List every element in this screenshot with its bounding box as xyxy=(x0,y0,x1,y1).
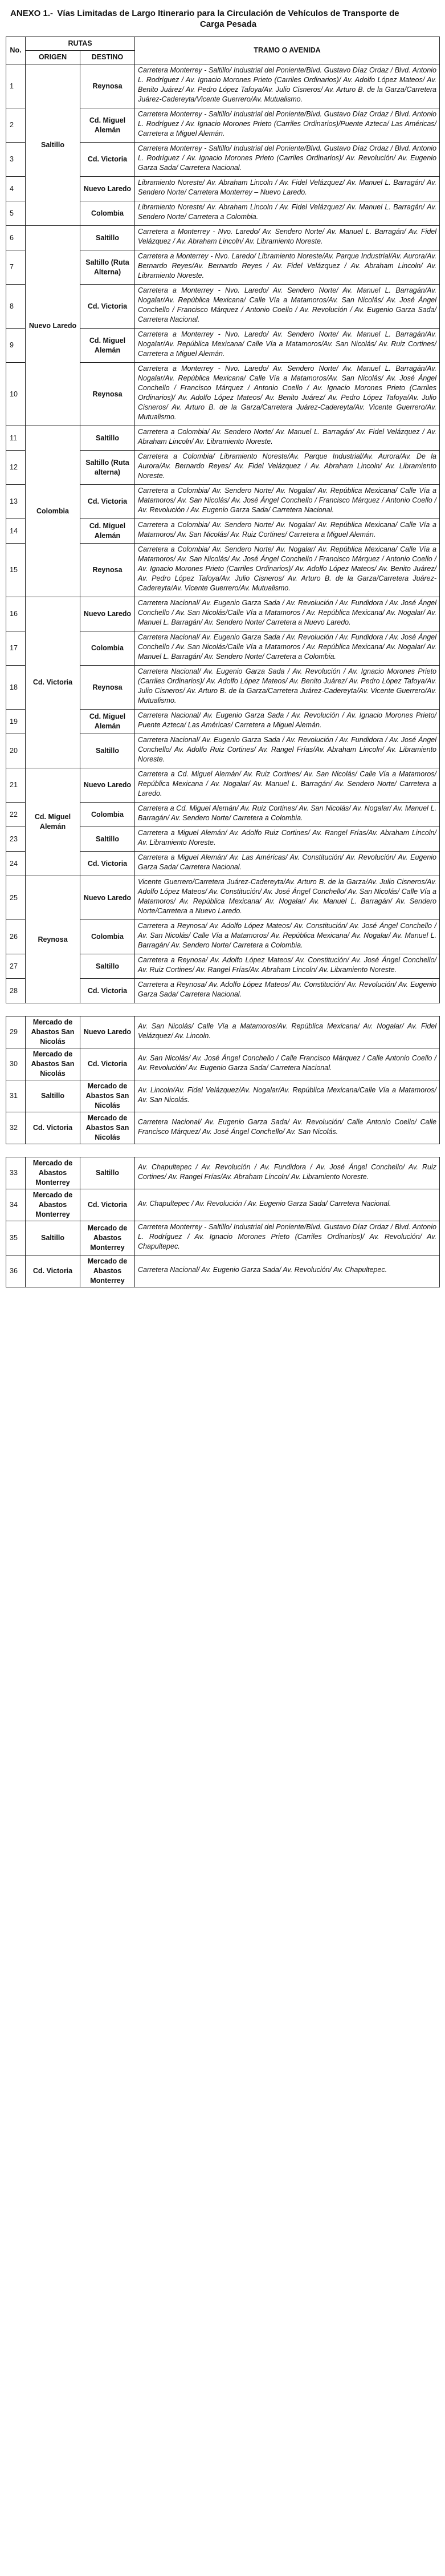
route-origin: Colombia xyxy=(26,426,80,597)
route-destination: Reynosa xyxy=(80,666,135,710)
route-number: 14 xyxy=(6,519,26,544)
route-description: Carretera a Colombia/ Libramiento Noreste/Av. Parque Industrial/Av. Aurora/Av. De la Aurora/Av. Bernardo Reyes/ Av. Fidel Velázquez / Av. Abraham Lincoln/ Av. Libramiento Noreste. xyxy=(135,451,440,485)
route-description: Carretera Nacional/ Av. Eugenio Garza Sada/ Av. Revolución/ Calle Antonio Coello/ Calle Francisco Márquez/ Av. José Ángel Conchello/ Av. San Nicolás. xyxy=(135,1112,440,1144)
route-number: 29 xyxy=(6,1016,26,1048)
route-number: 31 xyxy=(6,1080,26,1112)
table-row xyxy=(6,1157,440,1189)
table-row xyxy=(6,426,440,451)
table-row xyxy=(6,64,440,108)
route-description: Carretera a Cd. Miguel Alemán/ Av. Ruiz Cortines/ Av. San Nicolás/ Av. Nogalar/ Av. Manuel L. Barragán/ Av. Sendero Norte/ Carretera a Colombia. xyxy=(135,803,440,827)
route-description: Carretera a Monterrey - Nvo. Laredo/ Av. Sendero Norte/ Av. Manuel L. Barragán/ Av. Fidel Velázquez / Av. Abraham Lincoln/ Av. Libramiento Noreste. xyxy=(135,226,440,250)
route-number: 8 xyxy=(6,285,26,329)
route-number: 10 xyxy=(6,363,26,426)
header-destino: DESTINO xyxy=(80,51,135,64)
route-origin: Mercado de Abastos Monterrey xyxy=(26,1189,80,1221)
route-number: 2 xyxy=(6,108,26,143)
route-destination: Nuevo Laredo xyxy=(80,1016,135,1048)
table-row xyxy=(6,1048,440,1080)
route-destination: Cd. Victoria xyxy=(80,852,135,876)
header-no: No. xyxy=(6,37,26,64)
table-row xyxy=(6,226,440,250)
route-destination: Nuevo Laredo xyxy=(80,768,135,803)
route-destination: Cd. Miguel Alemán xyxy=(80,329,135,363)
route-number: 24 xyxy=(6,852,26,876)
route-number: 18 xyxy=(6,666,26,710)
route-description: Carretera Monterrey - Saltillo/ Industrial del Poniente/Blvd. Gustavo Díaz Ordaz / Blvd. Antonio L. Rodríguez / Av. Ignacio Morones Prieto (Carriles Ordinarios)/Puente Azteca/ Las Américas/ Carretera a Miguel Alemán. xyxy=(135,108,440,143)
route-description: Carretera a Colombia/ Av. Sendero Norte/ Av. Nogalar/ Av. República Mexicana/ Calle Vía a Matamoros/ Av. San Nicolás/ Av. Ruiz Cortines/ Carretera a Miguel Alemán. xyxy=(135,519,440,544)
route-description: Av. Lincoln/Av. Fidel Velázquez/Av. Nogalar/Av. República Mexicana/Calle Vía a Matamoros/ Av. San Nicolás. xyxy=(135,1080,440,1112)
route-number: 6 xyxy=(6,226,26,250)
route-description: Carretera a Miguel Alemán/ Av. Adolfo Ruiz Cortines/ Av. Rangel Frías/Av. Abraham Lincoln/ Av. Libramiento Noreste. xyxy=(135,827,440,852)
route-number: 12 xyxy=(6,451,26,485)
route-description: Libramiento Noreste/ Av. Abraham Lincoln / Av. Fidel Velázquez/ Av. Manuel L. Barragán/ Av. Sendero Norte/ Carretera a Colombia. xyxy=(135,201,440,226)
route-destination: Cd. Miguel Alemán xyxy=(80,108,135,143)
route-destination: Nuevo Laredo xyxy=(80,177,135,201)
route-destination: Nuevo Laredo xyxy=(80,876,135,920)
route-destination: Mercado de Abastos San Nicolás xyxy=(80,1080,135,1112)
table-row xyxy=(6,1080,440,1112)
route-number: 32 xyxy=(6,1112,26,1144)
route-description: Carretera a Colombia/ Av. Sendero Norte/ Av. Nogalar/ Av. República Mexicana/ Calle Vía a Matamoros/ Av. San Nicolás/ Av. José Ángel Conchello / Francisco Márquez / Antonio Coello / Av. Revolución / Av. Eugenio Garza Sada/ Carretera Nacional. xyxy=(135,485,440,519)
route-destination: Saltillo (Ruta Alterna) xyxy=(80,250,135,285)
route-destination: Saltillo xyxy=(80,827,135,852)
route-number: 16 xyxy=(6,597,26,631)
route-description: Carretera a Monterrey - Nvo. Laredo/ Libramiento Noreste/Av. Parque Industrial/Av. Aurora/Av. Bernardo Reyes/Av. Bernardo Reyes / Av. Fidel Velázquez / Av. Abraham Lincoln/ Av. Libramiento Noreste. xyxy=(135,250,440,285)
route-destination: Colombia xyxy=(80,631,135,666)
route-destination: Colombia xyxy=(80,201,135,226)
route-number: 19 xyxy=(6,710,26,734)
route-number: 5 xyxy=(6,201,26,226)
routes-table xyxy=(6,37,440,1003)
route-destination: Saltillo xyxy=(80,954,135,979)
annex-title: Vías Limitadas de Largo Itinerario para la Circulación de Vehículos de Transporte de Carga Pesada xyxy=(57,9,399,29)
table-row xyxy=(6,1112,440,1144)
route-number: 34 xyxy=(6,1189,26,1221)
route-description: Av. San Nicolás/ Av. José Ángel Conchello / Calle Francisco Márquez / Calle Antonio Coello / Av. Revolución/ Av. Eugenio Garza Sada/ Carretera Nacional. xyxy=(135,1048,440,1080)
route-origin: Saltillo xyxy=(26,1080,80,1112)
route-destination: Saltillo xyxy=(80,734,135,768)
route-origin: Mercado de Abastos San Nicolás xyxy=(26,1016,80,1048)
table-row xyxy=(6,876,440,920)
route-origin: Cd. Victoria xyxy=(26,597,80,768)
annex-label: ANEXO 1.- xyxy=(10,9,54,18)
table-row xyxy=(6,768,440,803)
route-destination: Reynosa xyxy=(80,363,135,426)
route-origin: Cd. Victoria xyxy=(26,1112,80,1144)
route-description: Carretera Monterrey - Saltillo/ Industrial del Poniente/Blvd. Gustavo Díaz Ordaz / Blvd. Antonio L. Rodríguez / Av. Ignacio Morones Prieto (Carriles Ordinarios)/ Av. Adolfo López Mateos/ Av. Benito Juárez/ Av. Pedro López Tafoya/Av. Julio Cisneros/ Av. Arturo B. de la Garza/Carretera Juárez-Cadereyta/Vicente Guerrero/Av. Mutualismo. xyxy=(135,64,440,108)
route-description: Carretera a Monterrey - Nvo. Laredo/ Av. Sendero Norte/ Av. Manuel L. Barragán/Av. Nogalar/Av. República Mexicana/ Calle Vía a Matamoros/Av. San Nicolás/ Av. Ruiz Cortines/ Carretera a Miguel Alemán. xyxy=(135,329,440,363)
route-number: 22 xyxy=(6,803,26,827)
route-number: 20 xyxy=(6,734,26,768)
route-origin: Cd. Miguel Alemán xyxy=(26,768,80,876)
header-row xyxy=(6,37,440,51)
route-destination: Cd. Victoria xyxy=(80,979,135,1003)
route-number: 7 xyxy=(6,250,26,285)
route-destination: Mercado de Abastos Monterrey xyxy=(80,1255,135,1287)
document-title xyxy=(10,8,435,30)
route-destination: Reynosa xyxy=(80,544,135,597)
route-destination: Saltillo xyxy=(80,226,135,250)
route-number: 28 xyxy=(6,979,26,1003)
route-origin: Nuevo Laredo xyxy=(26,226,80,426)
route-description: Av. Chapultepec / Av. Revolución / Av. Fundidora / Av. José Ángel Conchello/ Av. Ruiz Cortines/ Av. Rangel Frías/Av. Abraham Lincoln/ Av. Libramiento Noreste. xyxy=(135,1157,440,1189)
route-number: 1 xyxy=(6,64,26,108)
route-number: 25 xyxy=(6,876,26,920)
route-number: 11 xyxy=(6,426,26,451)
route-number: 36 xyxy=(6,1255,26,1287)
route-number: 21 xyxy=(6,768,26,803)
route-number: 23 xyxy=(6,827,26,852)
route-description: Libramiento Noreste/ Av. Abraham Lincoln / Av. Fidel Velázquez/ Av. Manuel L. Barragán/ Av. Sendero Norte/ Carretera Monterrey – Nuevo Laredo. xyxy=(135,177,440,201)
route-number: 13 xyxy=(6,485,26,519)
route-description: Carretera Nacional/ Av. Eugenio Garza Sada / Av. Revolución / Av. Fundidora / Av. José Ángel Conchello / Av. San Nicolás/Calle Vía a Matamoros / Av. República Mexicana/ Av. Nogalar/ Av. Manuel L. Barragán/ Av. Sendero Norte/ Carretera a Nuevo Laredo. xyxy=(135,597,440,631)
table-row xyxy=(6,1221,440,1255)
routes-table xyxy=(6,1157,440,1287)
route-destination: Cd. Victoria xyxy=(80,1048,135,1080)
route-description: Carretera Nacional/ Av. Eugenio Garza Sada/ Av. Revolución/ Av. Chapultepec. xyxy=(135,1255,440,1287)
route-destination: Cd. Victoria xyxy=(80,143,135,177)
route-description: Av. Chapultepec / Av. Revolución / Av. Eugenio Garza Sada/ Carretera Nacional. xyxy=(135,1189,440,1221)
route-destination: Saltillo xyxy=(80,426,135,451)
route-origin: Mercado de Abastos San Nicolás xyxy=(26,1048,80,1080)
routes-tables xyxy=(6,37,439,1287)
route-number: 3 xyxy=(6,143,26,177)
route-number: 35 xyxy=(6,1221,26,1255)
route-origin: Saltillo xyxy=(26,1221,80,1255)
route-number: 26 xyxy=(6,920,26,954)
table-row xyxy=(6,1255,440,1287)
route-number: 17 xyxy=(6,631,26,666)
route-destination: Nuevo Laredo xyxy=(80,597,135,631)
table-row xyxy=(6,1189,440,1221)
route-number: 4 xyxy=(6,177,26,201)
route-destination: Cd. Victoria xyxy=(80,1189,135,1221)
header-origen: ORIGEN xyxy=(26,51,80,64)
route-description: Carretera Nacional/ Av. Eugenio Garza Sada / Av. Revolución / Av. Fundidora / Av. José Ángel Conchello/ Av. Adolfo Ruiz Cortines/ Av. Rangel Frías/Av. Abraham Lincoln/ Av. Libramiento Noreste. xyxy=(135,734,440,768)
route-description: Carretera Nacional/ Av. Eugenio Garza Sada / Av. Revolución / Av. Ignacio Morones Prieto/ Puente Azteca/ Las Américas/ Carretera a Miguel Alemán. xyxy=(135,710,440,734)
route-description: Carretera a Miguel Alemán/ Av. Las Américas/ Av. Constitución/ Av. Revolución/ Av. Eugenio Garza Sada/ Carretera Nacional. xyxy=(135,852,440,876)
table-row xyxy=(6,1016,440,1048)
route-destination: Saltillo (Ruta alterna) xyxy=(80,451,135,485)
route-origin: Reynosa xyxy=(26,876,80,1003)
route-destination: Mercado de Abastos Monterrey xyxy=(80,1221,135,1255)
route-destination: Cd. Miguel Alemán xyxy=(80,710,135,734)
route-number: 27 xyxy=(6,954,26,979)
route-destination: Colombia xyxy=(80,803,135,827)
route-description: Carretera a Reynosa/ Av. Adolfo López Mateos/ Av. Constitución/ Av. Revolución/ Av. Eugenio Garza Sada/ Carretera Nacional. xyxy=(135,979,440,1003)
route-description: Carretera a Monterrey - Nvo. Laredo/ Av. Sendero Norte/ Av. Manuel L. Barragán/Av. Nogalar/Av. República Mexicana/ Calle Vía a Matamoros/Av. San Nicolás/ Av. José Ángel Conchello / Francisco Márquez / Antonio Coello / Av. Revolución / Av. Eugenio Garza Sada/ Carretera Nacional. xyxy=(135,285,440,329)
route-origin: Saltillo xyxy=(26,64,80,226)
route-description: Carretera Nacional/ Av. Eugenio Garza Sada / Av. Revolución / Av. Fundidora / Av. José Ángel Conchello / Av. San Nicolás/Calle Vía a Matamoros / Av. República Mexicana/ Av. Nogalar/ Av. Manuel L. Barragán/ Av. Sendero Norte/ Carretera a Colombia. xyxy=(135,631,440,666)
route-description: Vicente Guerrero/Carretera Juárez-Cadereyta/Av. Arturo B. de la Garza/Av. Julio Cisneros/Av. Adolfo López Mateos/ Av. Constitución/ Av. José Ángel Conchello/ Av. San Nicolás/ Calle Vía a Matamoros/ Av. República Mexicana/ Av. Nogalar/ Av. Manuel L. Barragán/ Av. Sendero Norte/Carretera a Nuevo Laredo. xyxy=(135,876,440,920)
route-description: Carretera Nacional/ Av. Eugenio Garza Sada / Av. Revolución / Av. Ignacio Morones Prieto (Carriles Ordinarios)/ Av. Adolfo López Mateos/ Av. Benito Juárez/ Av. Pedro López Tafoya/Av. Julio Cisneros/ Av. Arturo B. de la Garza/Carretera Juárez-Cadereyta/Av. Vicente Guerrero/Av. Mutualismo. xyxy=(135,666,440,710)
route-description: Carretera a Colombia/ Av. Sendero Norte/ Av. Nogalar/ Av. República Mexicana/ Calle Vía a Matamoros/ Av. San Nicolás/ Av. José Ángel Conchello / Francisco Márquez / Antonio Coello / Av. Ignacio Morones Prieto (Carriles Ordinarios)/ Av. Adolfo López Mateos/ Av. Benito Juárez/ Av. Pedro López Tafoya/Av. Julio Cisneros/ Av. Arturo B. de la Garza/Carretera Juárez-Cadereyta/Av. Vicente Guerrero/Av. Mutualismo. xyxy=(135,544,440,597)
route-description: Carretera a Monterrey - Nvo. Laredo/ Av. Sendero Norte/ Av. Manuel L. Barragán/Av. Nogalar/Av. República Mexicana/ Calle Vía a Matamoros/Av. San Nicolás/ Av. José Ángel Conchello / Francisco Márquez / Antonio Coello / Av. Ignacio Morones Prieto (Carriles Ordinarios)/ Av. Adolfo López Mateos/ Av. Benito Juárez/ Av. Pedro López Tafoya/Av. Julio Cisneros/ Av. Arturo B. de la Garza/Carretera Juárez-Cadereyta/Av. Vicente Guerrero/Av. Mutualismo. xyxy=(135,363,440,426)
route-description: Carretera a Cd. Miguel Alemán/ Av. Ruiz Cortines/ Av. San Nicolás/ Calle Vía a Matamoros/ República Mexicana / Av. Nogalar/ Av. Manuel L. Barragán/ Av. Sendero Norte/ Carretera a Laredo. xyxy=(135,768,440,803)
header-tramo: TRAMO O AVENIDA xyxy=(135,37,440,64)
route-number: 15 xyxy=(6,544,26,597)
route-destination: Colombia xyxy=(80,920,135,954)
route-description: Carretera a Reynosa/ Av. Adolfo López Mateos/ Av. Constitución/ Av. José Ángel Conchello/ Av. Ruiz Cortines/ Av. Rangel Frías/Av. Abraham Lincoln/ Av. Libramiento Noreste. xyxy=(135,954,440,979)
route-description: Carretera a Colombia/ Av. Sendero Norte/ Av. Manuel L. Barragán/ Av. Fidel Velázquez / Av. Abraham Lincoln/ Av. Libramiento Noreste. xyxy=(135,426,440,451)
route-description: Carretera a Reynosa/ Av. Adolfo López Mateos/ Av. Constitución/ Av. José Ángel Conchello / Av. San Nicolás/ Calle Vía a Matamoros/ Av. República Mexicana/ Av. Nogalar/ Av. Manuel L. Barragán/ Av. Sendero Norte/ Carretera a Colombia. xyxy=(135,920,440,954)
routes-table xyxy=(6,1016,440,1144)
route-number: 33 xyxy=(6,1157,26,1189)
route-origin: Mercado de Abastos Monterrey xyxy=(26,1157,80,1189)
table-row xyxy=(6,597,440,631)
route-destination: Saltillo xyxy=(80,1157,135,1189)
route-number: 9 xyxy=(6,329,26,363)
route-destination: Mercado de Abastos San Nicolás xyxy=(80,1112,135,1144)
route-destination: Cd. Victoria xyxy=(80,285,135,329)
route-destination: Cd. Miguel Alemán xyxy=(80,519,135,544)
route-description: Av. San Nicolás/ Calle Vía a Matamoros/Av. República Mexicana/ Av. Nogalar/ Av. Fidel Velázquez/ Av. Lincoln. xyxy=(135,1016,440,1048)
route-destination: Reynosa xyxy=(80,64,135,108)
header-rutas: RUTAS xyxy=(26,37,135,51)
route-origin: Cd. Victoria xyxy=(26,1255,80,1287)
route-destination: Cd. Victoria xyxy=(80,485,135,519)
route-description: Carretera Monterrey - Saltillo/ Industrial del Poniente/Blvd. Gustavo Díaz Ordaz / Blvd. Antonio L. Rodríguez / Av. Ignacio Morones Prieto (Carriles Ordinarios)/ Av. Revolución/ Av. Chapultepec. xyxy=(135,1221,440,1255)
route-description: Carretera Monterrey - Saltillo/ Industrial del Poniente/Blvd. Gustavo Díaz Ordaz / Blvd. Antonio L. Rodríguez / Av. Ignacio Morones Prieto (Carriles Ordinarios)/ Av. Revolución/ Av. Eugenio Garza Sada/ Carretera Nacional. xyxy=(135,143,440,177)
route-number: 30 xyxy=(6,1048,26,1080)
